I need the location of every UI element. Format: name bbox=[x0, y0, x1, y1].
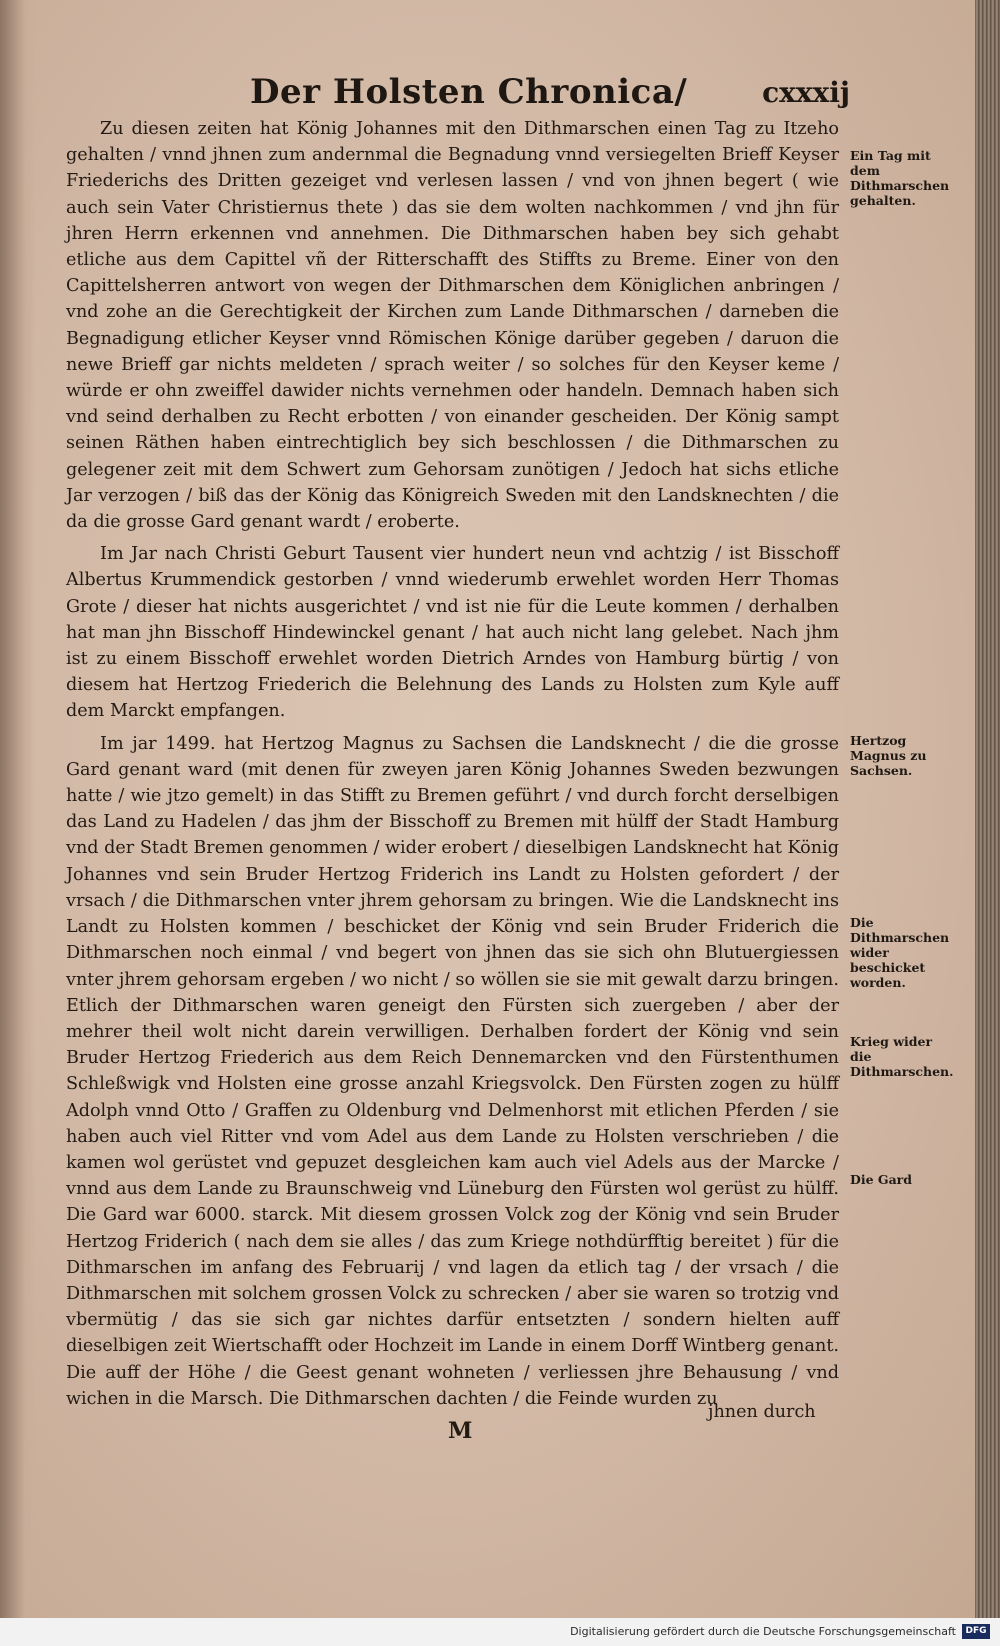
book-edge bbox=[975, 0, 1000, 1618]
margin-note-gard: Die Gard bbox=[850, 1172, 912, 1187]
paragraph-3: Im jar 1499. hat Hertzog Magnus zu Sachsen die Landsknecht / die die grosse Gard genant ward (mit denen für zweyen jaren König Johannes Sweden bezwungen hatte / wie jtzo gemelt) in das Stifft zu Bremen geführt / vnd durch forcht derselbigen das Land zu Hadelen / das jhm der Bisschoff zu Bremen mit hülff der Stadt Hamburg vnd der Stadt Bremen genommen / wider erobert / dieselbigen Landsknecht hat König Johannes vnd sein Bruder Hertzog Friderich ins Landt zu Holsten gefordert / der vrsach / die Dithmarschen vnter jhrem gehorsam zu bringen. Wie die Landsknecht ins Landt zu Holsten kommen / beschicket der König vnd sein Bruder Friderich die Dithmarschen noch einmal / vnd begert von jhnen das sie sich ohn Blutuergiessen vnter jhrem gehorsam ergeben / wo nicht / so wöllen sie sie mit gewalt darzu bringen. Etlich der Dithmarschen waren geneigt den Fürsten sich zuergeben / aber der mehrer theil wolt nicht darein verwilligen. Derhalben fordert der König vnd sein Bruder Hertzog Friederich aus dem Reich Dennemarcken vnd den Fürstenthumen Schleßwigk vnd Holsten eine grosse anzahl Kriegsvolck. Den Fürsten zogen zu hülff Adolph vnnd Otto / Graffen zu Oldenburg vnd Delmenhorst mit etlichen Pferden / sie haben auch viel Ritter vnd vom Adel aus dem Lande zu Holsten verschrieben / die kamen wol gerüstet vnd gepuzet desgleichen kam auch viel Adels aus der Marcke / vnnd aus dem Lande zu Braunschweig vnd Lüneburg den Fürsten wol gerüst zu hülff. Die Gard war 6000. starck. Mit diesem grossen Volck zog der König vnd sein Bruder Hertzog Friderich ( nach dem sie alles / das zum Kriege nothdürfftig bereitet ) für die Dithmarschen im anfang des Februarij / vnd lagen da etlich tag / der vrsach / die Dithmarschen mit solchem grossen Volck zu schrecken / aber sie waren so trotzig vnd vbermütig / das sie sich gar nichtes darfür entsetzten / sondern hielten auff dieselbigen zeit Wiertschafft oder Hochzeit im Lande in einem Dorff Wintberg genant. Die auff der Höhe / die Geest genant wohneten / verliessen jhre Behausung / vnd wichen in die Marsch. Die Dithmarschen dachten / die Feinde wurden zu bbox=[66, 733, 839, 1409]
main-text-column bbox=[66, 116, 839, 1418]
page-header bbox=[250, 72, 850, 122]
margin-note-tag: Ein Tag mit dem Dithmarschen gehalten. bbox=[850, 148, 950, 208]
running-title: Der Holsten Chronica/ bbox=[250, 72, 688, 112]
digitization-footer bbox=[0, 1618, 1000, 1646]
paragraph-2: Im Jar nach Christi Geburt Tausent vier hundert neun vnd achtzig / ist Bisschoff Albertus Krummendick gestorben / vnnd wiederumb erwehlet worden Herr Thomas Grote / dieser hat nichts ausgerichtet / vnd ist nie für die Leute kommen / derhalben hat man jhn Bisschoff Hindewinckel genant / hat auch nicht lang gelebet. Nach jhm ist zu einem Bisschoff erwehlet worden Dietrich Arndes von Hamburg bürtig / von diesem hat Hertzog Friederich die Belehnung des Lands zu Holsten zum Kyle auff dem Marckt empfangen. bbox=[66, 544, 839, 722]
page-gutter-shadow bbox=[0, 0, 36, 1618]
signature-mark: M bbox=[448, 1418, 473, 1444]
margin-note-krieg: Krieg wider die Dithmarschen. bbox=[850, 1034, 954, 1079]
margin-note-beschicket: Die Dithmarschen wider beschicket worden. bbox=[850, 915, 950, 990]
catchword: jhnen durch bbox=[708, 1402, 816, 1422]
dfg-logo-icon: DFG bbox=[962, 1624, 990, 1639]
footer-credit: Digitalisierung gefördert durch die Deutsche Forschungsgemeinschaft bbox=[570, 1625, 956, 1638]
paragraph-1: Zu diesen zeiten hat König Johannes mit den Dithmarschen einen Tag zu Itzeho gehalten / vnnd jhnen zum andernmal die Begnadung vnnd versiegelten Brieff Keyser Friederichs des Dritten gezeiget vnd verlesen lassen / vnd von jhnen begert ( wie auch sein Vater Christiernus thete ) das sie dem wolten nachkommen / vnd jhn für jhren Herrn erkennen vnd annehmen. Die Dithmarschen haben bey sich gehabt etliche aus dem Capittel vñ der Ritterschafft des Stiffts zu Breme. Einer von den Capittelsherren antwort von wegen der Dithmarschen dem Königlichen anbringen / vnd zohe an die Gerechtigkeit der Kirchen zum Lande Dithmarschen / darneben die Begnadigung etlicher Keyser vnnd Römischen Könige darüber gegeben / daruon die newe Brieff gar nichts meldeten / sprach weiter / so solches für den Keyser keme / würde er ohn zweiffel dawider nichts vernehmen oder handeln. Demnach haben sich vnd seind derhalben zu Recht erbotten / von einander gescheiden. Der König sampt seinen Räthen haben eintrechtiglich bey sich beschlossen / die Dithmarschen zu gelegener zeit mit dem Schwert zum Gehorsam zunötigen / Jedoch hat sichs etliche Jar verzogen / biß das der König das Königreich Sweden mit den Landsknechten / die da die grosse Gard genant wardt / eroberte. bbox=[66, 119, 839, 533]
folio-number: cxxxij bbox=[762, 76, 850, 109]
margin-note-magnus: Hertzog Magnus zu Sachsen. bbox=[850, 733, 927, 778]
